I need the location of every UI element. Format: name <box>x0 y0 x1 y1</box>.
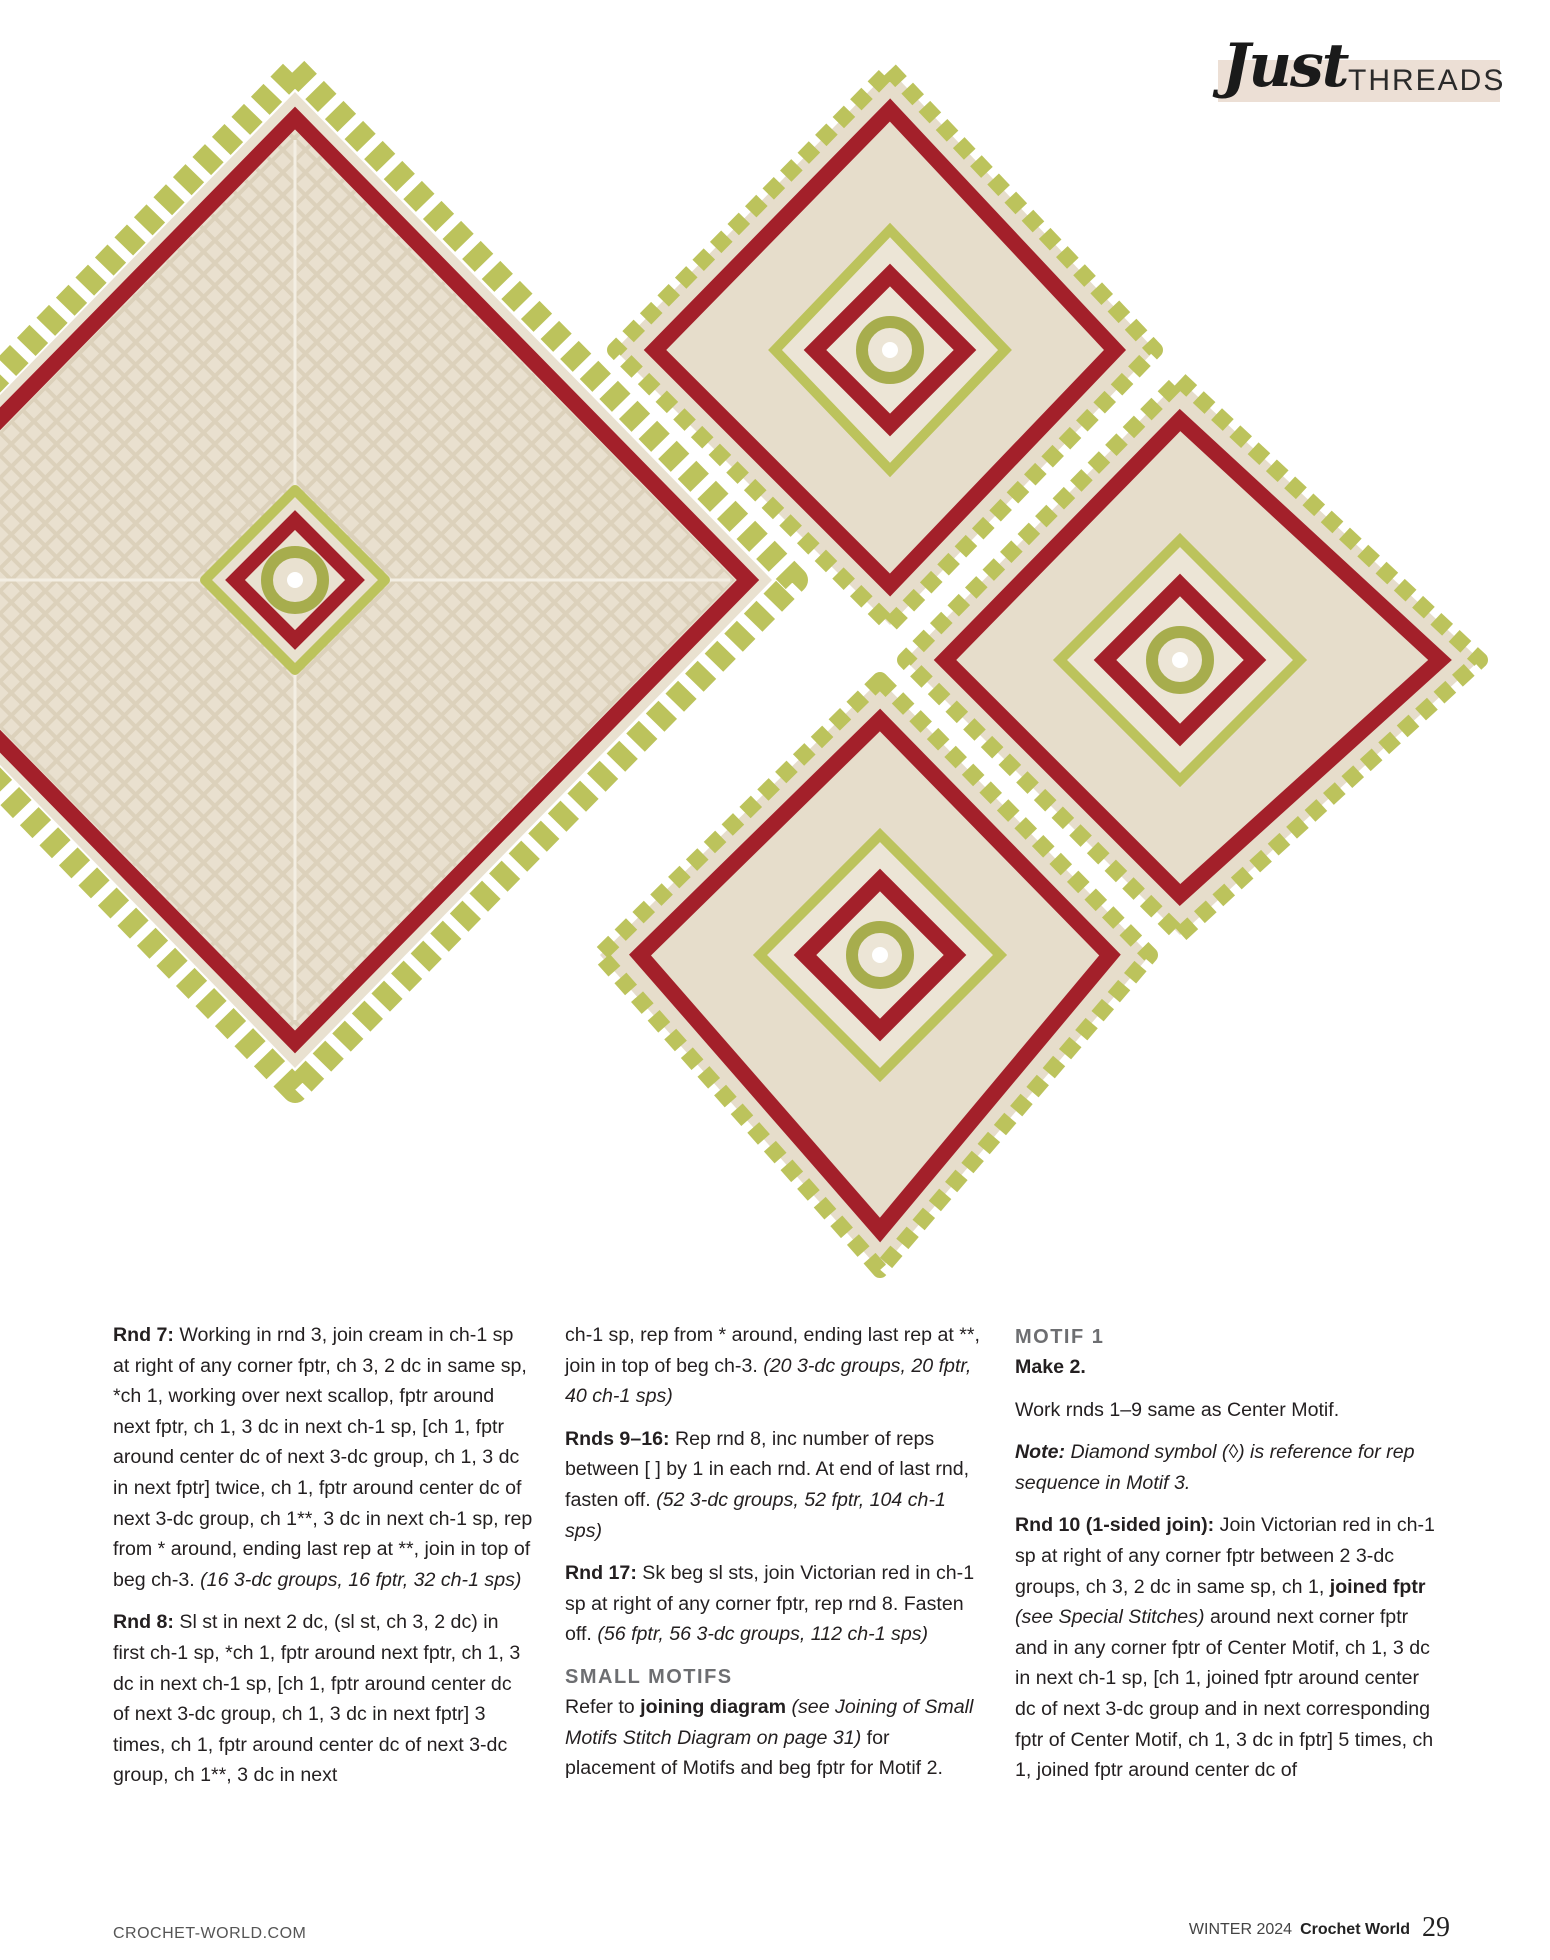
badge-script-just: Just <box>1222 31 1348 101</box>
make-count <box>1015 1352 1445 1383</box>
rnd17-count: (56 fptr, 56 3-dc groups, 112 ch-1 sps) <box>597 1623 929 1646</box>
small-motifs-text-c: (see Joining of Small Motifs Stitch Diagram on page 31) <box>565 1695 974 1749</box>
small-motifs-text-d: for placement of Motifs and beg fptr for Motif 2. <box>565 1726 943 1780</box>
small-motifs-heading: SMALL MOTIFS <box>565 1665 733 1688</box>
rnd17-text: Sk beg sl sts, join Victorian red in ch-1 sp at right of any corner fptr, rep rnd 8. Fasten off. <box>565 1562 975 1646</box>
rnd8-label: Rnd 8: <box>113 1611 174 1634</box>
rnd8-cont-text: ch-1 sp, rep from * around, ending last rep at **, join in top of beg ch-3. <box>565 1324 980 1377</box>
rnd17-paragraph <box>565 1558 985 1650</box>
rnds9-16-paragraph <box>565 1424 985 1546</box>
rnd10-text-d: around next corner fptr and in any corner fptr of Center Motif, ch 1, 3 dc in next ch-1 sp, [ch 1, joined fptr around center dc of next 3-dc group and in next corresponding fptr of Center Motif, ch 1, 3 dc in fptr] 5 times, ch 1, joined fptr around center dc of <box>1015 1606 1434 1782</box>
rnd7-count: (16 3-dc groups, 16 fptr, 32 ch-1 sps) <box>200 1568 522 1591</box>
footer-issue-block <box>1189 1912 1450 1944</box>
joining-diagram-ref: joining diagram <box>640 1695 787 1718</box>
rnd10-paragraph <box>1015 1510 1445 1785</box>
rnd8-paragraph <box>113 1607 533 1791</box>
joined-fptr-term: joined fptr <box>1329 1575 1426 1598</box>
footer-site: CROCHET-WORLD.COM <box>113 1925 307 1942</box>
page-number: 29 <box>1422 1912 1450 1943</box>
rnd17-label: Rnd 17: <box>565 1562 637 1585</box>
note-text: Diamond symbol (◊) is reference for rep sequence in Motif 3. <box>1015 1441 1415 1494</box>
work-instruction: Work rnds 1–9 same as Center Motif. <box>1015 1398 1340 1421</box>
footer-issue: WINTER 2024 <box>1188 1921 1293 1938</box>
text-column-3 <box>1015 1320 1445 1798</box>
rnd7-text: Working in rnd 3, join cream in ch-1 sp at right of any corner fptr, ch 3, 2 dc in same sp, *ch 1, working over next scallop, fptr around next fptr, ch 1, 3 dc in next ch-1 sp, [ch 1, fptr around center dc of next 3-dc group, ch 1, 3 dc in next fptr] twice, ch 1, fptr around center dc of next 3-dc group, ch 1**, 3 dc in next ch-1 sp, rep from * around, ending last rep at **, join in top of beg ch-3. <box>113 1324 533 1591</box>
badge-word-threads: THREADS <box>1348 64 1506 97</box>
rnds9-16-count: (52 3-dc groups, 52 fptr, 104 ch-1 sps) <box>565 1488 946 1542</box>
text-column-1 <box>113 1320 533 1803</box>
rnd10-label: Rnd 10 (1-sided join): <box>1015 1514 1215 1537</box>
footer-magazine: Crochet World <box>1300 1921 1410 1938</box>
small-motifs-text-a: Refer to <box>565 1695 641 1718</box>
rnd10-text-c: (see Special Stitches) <box>1015 1606 1205 1629</box>
rnd8-text: Sl st in next 2 dc, (sl st, ch 3, 2 dc) in first ch-1 sp, *ch 1, fptr around next fptr, ch 1, 3 dc in next ch-1 sp, [ch 1, fptr around center dc of next 3-dc group, ch 1, 3 dc in next fptr] 3 times, ch 1, fptr around center dc of next 3-dc group, ch 1**, 3 dc in next <box>113 1611 521 1787</box>
motif1-heading: MOTIF 1 <box>1015 1326 1105 1348</box>
text-column-2 <box>565 1320 985 1796</box>
make-text: Make 2. <box>1015 1356 1086 1378</box>
note-label: Note: <box>1015 1441 1066 1464</box>
rnds9-16-label: Rnds 9–16: <box>565 1427 670 1450</box>
note-paragraph <box>1015 1437 1445 1498</box>
rnd8-count: (20 3-dc groups, 20 fptr, 40 ch-1 sps) <box>565 1354 972 1408</box>
small-motifs-paragraph <box>565 1692 985 1784</box>
rnds9-16-text: Rep rnd 8, inc number of reps between [ ] by 1 in each rnd. At end of last rnd, fasten off. <box>565 1427 970 1511</box>
rnd7-label: Rnd 7: <box>113 1324 174 1346</box>
rnd10-text-a: Join Victorian red in ch-1 sp at right of any corner fptr between 2 3-dc groups, ch 3, 2 dc in same sp, ch 1, <box>1015 1514 1435 1598</box>
rnd7-paragraph <box>113 1320 533 1595</box>
rnd8-continued <box>565 1320 985 1412</box>
